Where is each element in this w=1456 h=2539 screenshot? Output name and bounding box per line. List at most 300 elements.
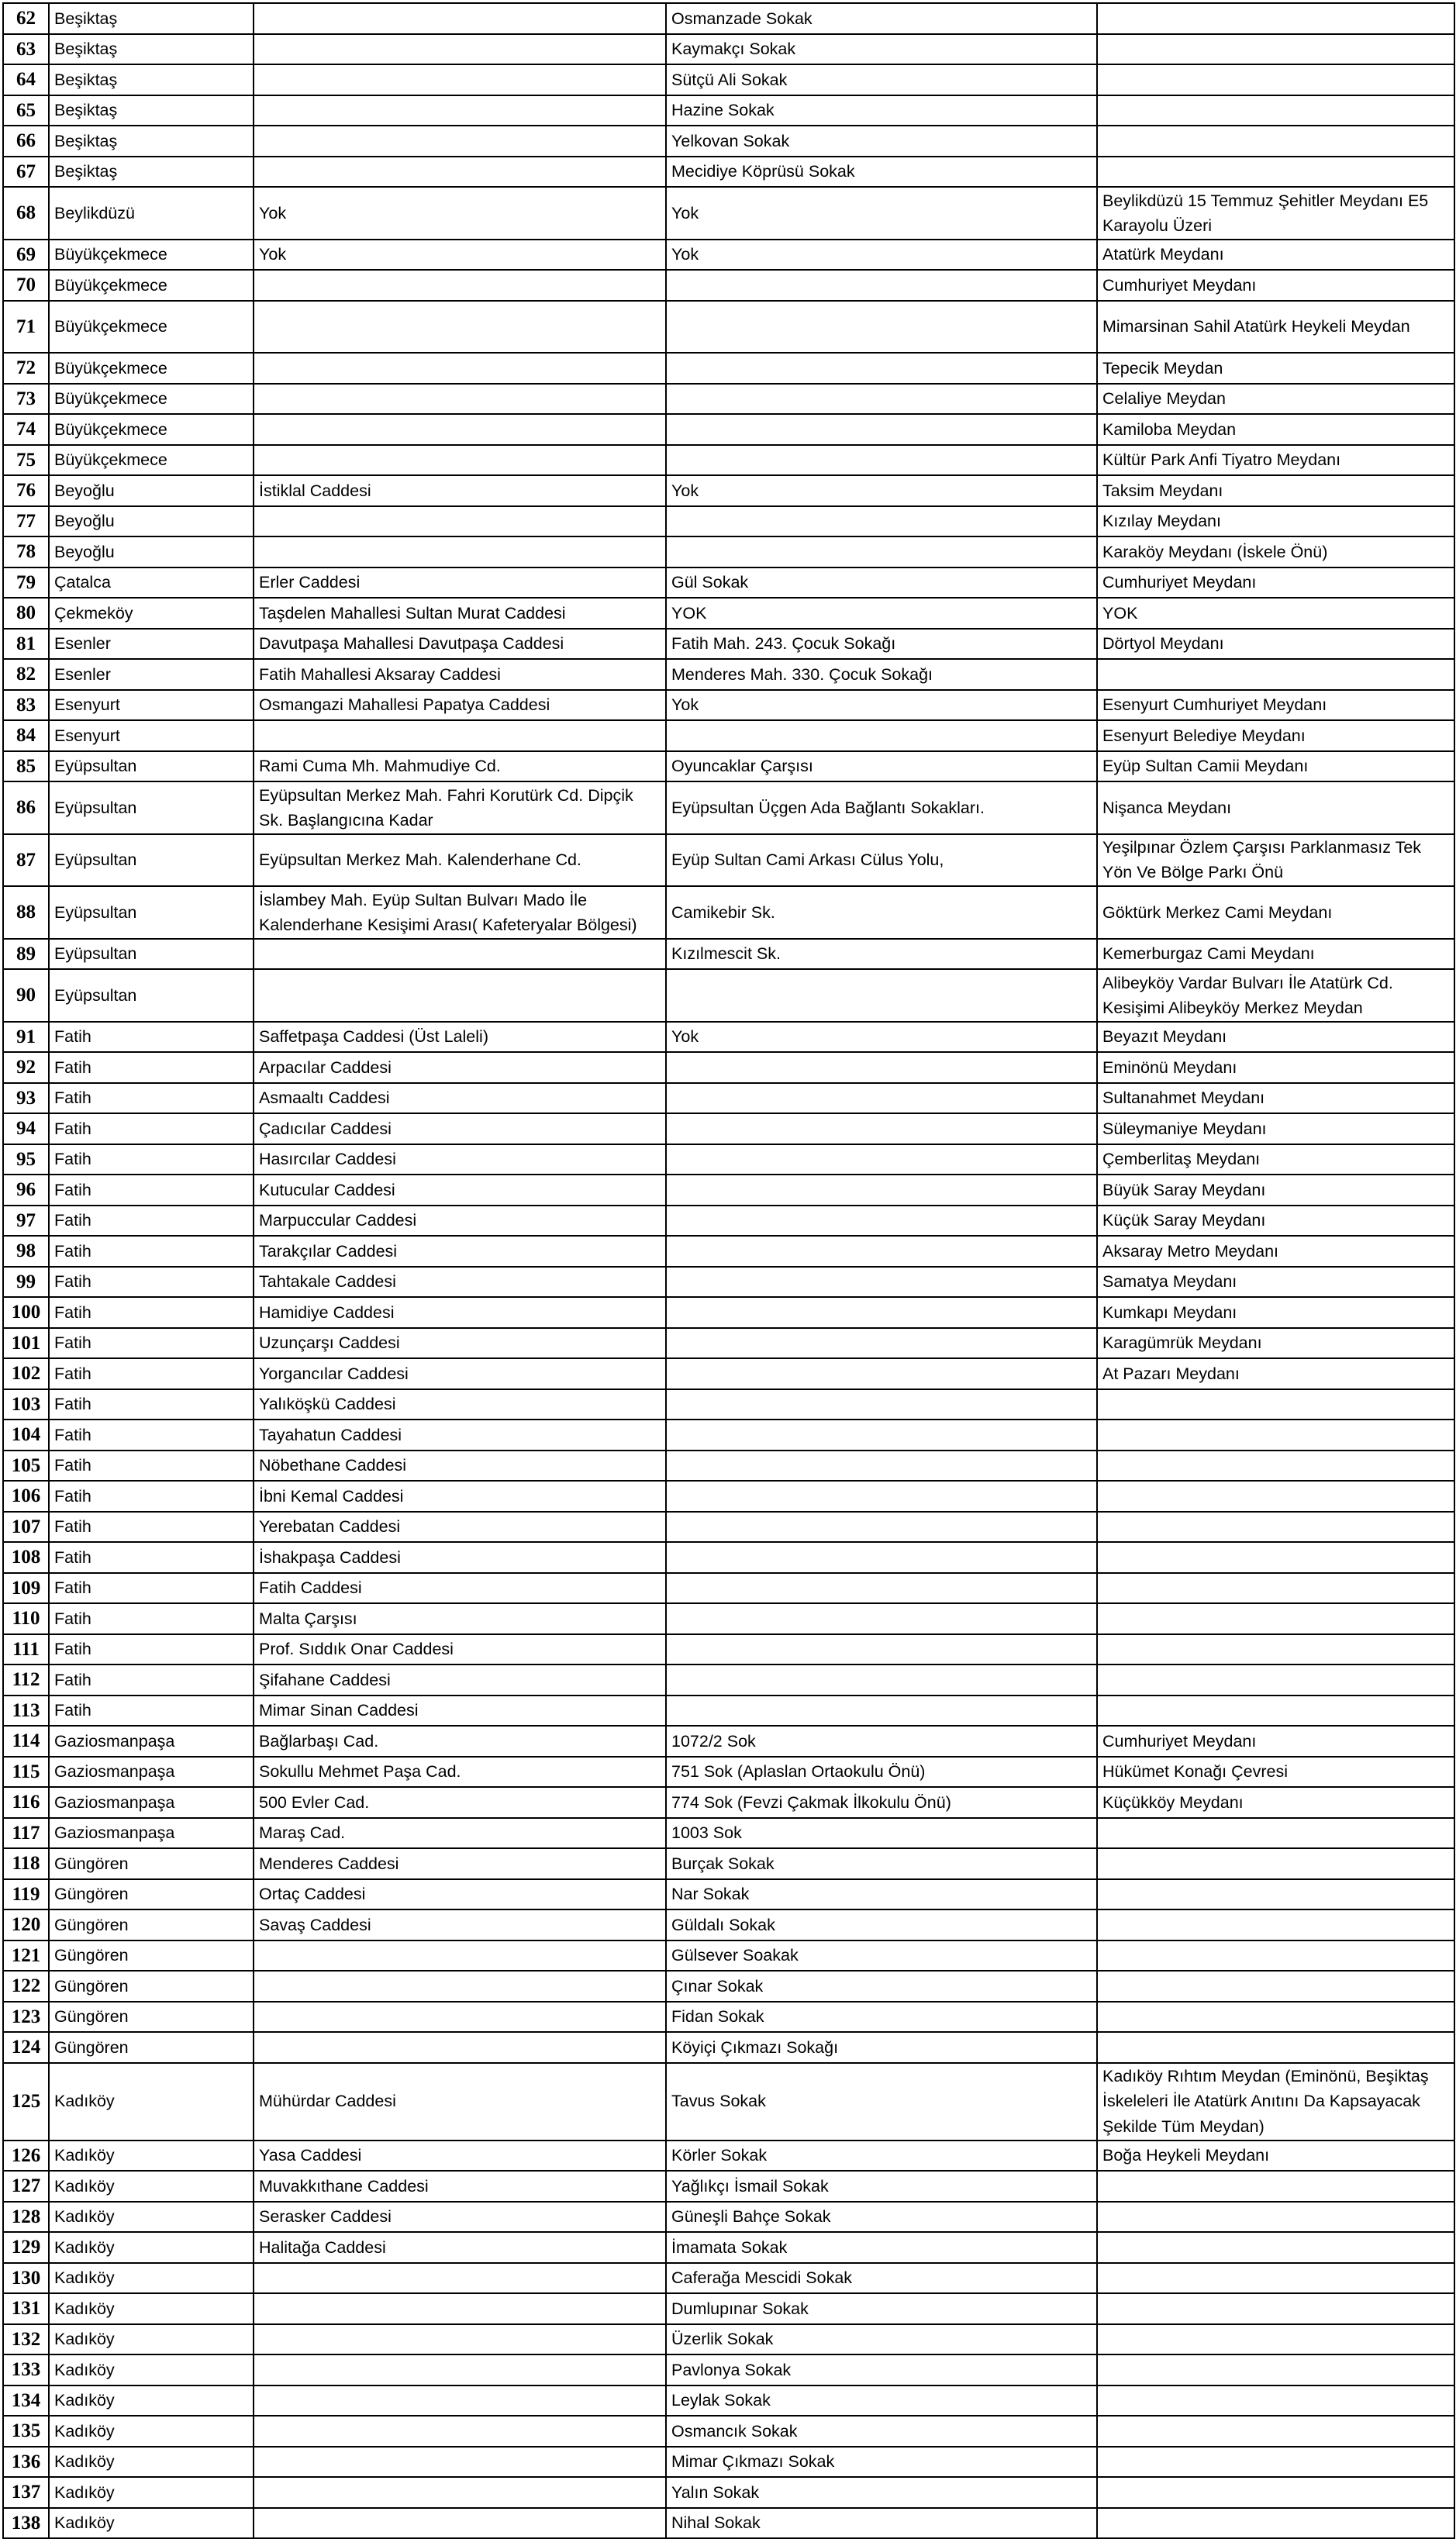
row-number: 80 [3, 598, 49, 629]
district-cell: Fatih [49, 1512, 254, 1543]
square-cell: Çemberlitaş Meydanı [1097, 1144, 1454, 1175]
table-row [3, 445, 1454, 476]
street-cell: Uzunçarşı Caddesi [254, 1328, 666, 1359]
row-number: 109 [3, 1573, 49, 1604]
row-number: 129 [3, 2232, 49, 2263]
square-cell: Yeşilpınar Özlem Çarşısı Parklanmasız Tek Yön Ve Bölge Parkı Önü [1097, 834, 1454, 887]
square-cell: Mimarsinan Sahil Atatürk Heykeli Meydan [1097, 301, 1454, 354]
street-cell: Çadıcılar Caddesi [254, 1113, 666, 1144]
table-row [3, 384, 1454, 415]
table-row [3, 1757, 1454, 1788]
sokak-cell: Yalın Sokak [666, 2477, 1097, 2508]
square-cell: Eminönü Meydanı [1097, 1052, 1454, 1083]
street-cell [254, 720, 666, 751]
square-cell [1097, 1451, 1454, 1482]
sokak-cell: Yok [666, 187, 1097, 240]
district-cell: Kadıköy [49, 2063, 254, 2141]
street-cell: İstiklal Caddesi [254, 475, 666, 506]
row-number: 97 [3, 1206, 49, 1237]
table-row [3, 1542, 1454, 1573]
row-number: 122 [3, 1971, 49, 2002]
table-row [3, 34, 1454, 65]
square-cell [1097, 2477, 1454, 2508]
street-cell: Fatih Mahallesi Aksaray Caddesi [254, 659, 666, 690]
square-cell [1097, 1542, 1454, 1573]
table-row [3, 781, 1454, 834]
district-cell: Beylikdüzü [49, 187, 254, 240]
district-cell: Çatalca [49, 567, 254, 599]
row-number: 81 [3, 629, 49, 660]
table-row [3, 187, 1454, 240]
sokak-cell [666, 536, 1097, 567]
sokak-cell [666, 1144, 1097, 1175]
table-row [3, 1267, 1454, 1298]
district-cell: Kadıköy [49, 2324, 254, 2355]
district-cell: Gaziosmanpaşa [49, 1818, 254, 1849]
street-cell: Asmaaltı Caddesi [254, 1083, 666, 1114]
square-cell: Esenyurt Cumhuriyet Meydanı [1097, 690, 1454, 721]
row-number: 84 [3, 720, 49, 751]
street-cell [254, 2416, 666, 2447]
street-cell: İslambey Mah. Eyüp Sultan Bulvarı Mado İle Kalenderhane Kesişimi Arası( Kafeteryalar Bölgesi) [254, 886, 666, 939]
table-row [3, 2232, 1454, 2263]
square-cell: Tepecik Meydan [1097, 353, 1454, 384]
street-cell: Hamidiye Caddesi [254, 1297, 666, 1328]
street-cell: Arpacılar Caddesi [254, 1052, 666, 1083]
table-row [3, 126, 1454, 157]
square-cell: Karaköy Meydanı (İskele Önü) [1097, 536, 1454, 567]
district-cell: Fatih [49, 1573, 254, 1604]
sokak-cell: Çınar Sokak [666, 1971, 1097, 2002]
row-number: 127 [3, 2171, 49, 2202]
square-cell [1097, 1603, 1454, 1634]
street-cell: İshakpaşa Caddesi [254, 1542, 666, 1573]
district-cell: Fatih [49, 1144, 254, 1175]
row-number: 83 [3, 690, 49, 721]
row-number: 137 [3, 2477, 49, 2508]
district-cell: Fatih [49, 1267, 254, 1298]
district-cell: Güngören [49, 1879, 254, 1910]
street-cell: Yasa Caddesi [254, 2141, 666, 2172]
sokak-cell: Dumlupınar Sokak [666, 2293, 1097, 2324]
table-row [3, 2385, 1454, 2417]
square-cell: YOK [1097, 598, 1454, 629]
sokak-cell: Körler Sokak [666, 2141, 1097, 2172]
street-cell [254, 2477, 666, 2508]
square-cell [1097, 1909, 1454, 1940]
district-cell: Kadıköy [49, 2508, 254, 2539]
row-number: 106 [3, 1481, 49, 1512]
street-cell: Tarakçılar Caddesi [254, 1236, 666, 1267]
row-number: 115 [3, 1757, 49, 1788]
row-number: 68 [3, 187, 49, 240]
row-number: 73 [3, 384, 49, 415]
district-cell: Eyüpsultan [49, 781, 254, 834]
district-cell: Güngören [49, 2002, 254, 2033]
street-cell [254, 2002, 666, 2033]
sokak-cell [666, 270, 1097, 301]
street-cell [254, 2447, 666, 2478]
street-cell [254, 2385, 666, 2417]
square-cell [1097, 1420, 1454, 1451]
table-row [3, 2354, 1454, 2385]
street-cell: Tahtakale Caddesi [254, 1267, 666, 1298]
district-cell: Fatih [49, 1206, 254, 1237]
street-cell: Mühürdar Caddesi [254, 2063, 666, 2141]
street-cell [254, 2324, 666, 2355]
sokak-cell [666, 506, 1097, 537]
sokak-cell [666, 1267, 1097, 1298]
sokak-cell: Burçak Sokak [666, 1848, 1097, 1879]
table-row [3, 1603, 1454, 1634]
row-number: 117 [3, 1818, 49, 1849]
square-cell [1097, 2171, 1454, 2202]
table-row [3, 1818, 1454, 1849]
row-number: 110 [3, 1603, 49, 1634]
street-cell: Maraş Cad. [254, 1818, 666, 1849]
square-cell: Cumhuriyet Meydanı [1097, 270, 1454, 301]
district-cell: Fatih [49, 1634, 254, 1665]
table-row [3, 939, 1454, 970]
square-cell: Esenyurt Belediye Meydanı [1097, 720, 1454, 751]
district-cell: Kadıköy [49, 2232, 254, 2263]
table-row [3, 301, 1454, 354]
table-row [3, 1909, 1454, 1940]
street-cell: Halitağa Caddesi [254, 2232, 666, 2263]
square-cell [1097, 34, 1454, 65]
sokak-cell [666, 414, 1097, 445]
row-number: 133 [3, 2354, 49, 2385]
sokak-cell: Güldalı Sokak [666, 1909, 1097, 1940]
sokak-cell: Gülsever Soakak [666, 1940, 1097, 1972]
square-cell [1097, 1848, 1454, 1879]
square-cell: Kemerburgaz Cami Meydanı [1097, 939, 1454, 970]
sokak-cell [666, 301, 1097, 354]
sokak-cell: Pavlonya Sokak [666, 2354, 1097, 2385]
row-number: 123 [3, 2002, 49, 2033]
table-row [3, 2324, 1454, 2355]
row-number: 136 [3, 2447, 49, 2478]
table-row [3, 506, 1454, 537]
district-cell: Kadıköy [49, 2293, 254, 2324]
street-cell: Osmangazi Mahallesi Papatya Caddesi [254, 690, 666, 721]
square-cell [1097, 1971, 1454, 2002]
sokak-cell [666, 720, 1097, 751]
street-cell: Marpuccular Caddesi [254, 1206, 666, 1237]
district-cell: Beşiktaş [49, 126, 254, 157]
district-cell: Fatih [49, 1603, 254, 1634]
sokak-cell: Tavus Sokak [666, 2063, 1097, 2141]
row-number: 89 [3, 939, 49, 970]
table-row [3, 1971, 1454, 2002]
district-cell: Kadıköy [49, 2447, 254, 2478]
square-cell: Eyüp Sultan Camii Meydanı [1097, 751, 1454, 782]
street-cell: Rami Cuma Mh. Mahmudiye Cd. [254, 751, 666, 782]
sokak-cell [666, 1328, 1097, 1359]
row-number: 92 [3, 1052, 49, 1083]
sokak-cell [666, 1206, 1097, 1237]
street-cell [254, 1971, 666, 2002]
street-cell: Tayahatun Caddesi [254, 1420, 666, 1451]
sokak-cell: Kaymakçı Sokak [666, 34, 1097, 65]
row-number: 76 [3, 475, 49, 506]
table-row [3, 2032, 1454, 2063]
sokak-cell: Eyüp Sultan Cami Arkası Cülus Yolu, [666, 834, 1097, 887]
row-number: 113 [3, 1696, 49, 1727]
square-cell [1097, 2508, 1454, 2539]
sokak-cell [666, 969, 1097, 1022]
street-cell: Davutpaşa Mahallesi Davutpaşa Caddesi [254, 629, 666, 660]
table-row [3, 1940, 1454, 1972]
square-cell: Boğa Heykeli Meydanı [1097, 2141, 1454, 2172]
table-row [3, 1664, 1454, 1696]
street-cell [254, 3, 666, 34]
district-cell: Fatih [49, 1083, 254, 1114]
row-number: 91 [3, 1022, 49, 1053]
row-number: 96 [3, 1175, 49, 1206]
table-row [3, 751, 1454, 782]
street-cell [254, 414, 666, 445]
street-cell [254, 384, 666, 415]
row-number: 90 [3, 969, 49, 1022]
square-cell: Atatürk Meydanı [1097, 240, 1454, 271]
sokak-cell [666, 1389, 1097, 1420]
table-row [3, 1696, 1454, 1727]
district-cell: Büyükçekmece [49, 353, 254, 384]
street-cell: Menderes Caddesi [254, 1848, 666, 1879]
square-cell: Süleymaniye Meydanı [1097, 1113, 1454, 1144]
district-cell: Gaziosmanpaşa [49, 1726, 254, 1757]
table-row [3, 536, 1454, 567]
street-cell [254, 157, 666, 188]
row-number: 74 [3, 414, 49, 445]
district-cell: Fatih [49, 1297, 254, 1328]
sokak-cell: Nihal Sokak [666, 2508, 1097, 2539]
row-number: 108 [3, 1542, 49, 1573]
row-number: 111 [3, 1634, 49, 1665]
street-cell [254, 270, 666, 301]
row-number: 125 [3, 2063, 49, 2141]
row-number: 62 [3, 3, 49, 34]
street-cell: Taşdelen Mahallesi Sultan Murat Caddesi [254, 598, 666, 629]
sokak-cell [666, 384, 1097, 415]
sokak-cell: Kızılmescit Sk. [666, 939, 1097, 970]
square-cell [1097, 2447, 1454, 2478]
square-cell [1097, 64, 1454, 95]
square-cell: Hükümet Konağı Çevresi [1097, 1757, 1454, 1788]
sokak-cell: Fatih Mah. 243. Çocuk Sokağı [666, 629, 1097, 660]
district-cell: Fatih [49, 1328, 254, 1359]
sokak-cell [666, 1512, 1097, 1543]
sokak-cell: YOK [666, 598, 1097, 629]
district-cell: Çekmeköy [49, 598, 254, 629]
table-row [3, 2141, 1454, 2172]
table-row [3, 2508, 1454, 2539]
square-cell [1097, 3, 1454, 34]
street-cell: Serasker Caddesi [254, 2202, 666, 2233]
table-row [3, 1879, 1454, 1910]
sokak-cell: Osmancık Sokak [666, 2416, 1097, 2447]
row-number: 104 [3, 1420, 49, 1451]
table-row [3, 2202, 1454, 2233]
district-cell: Güngören [49, 1940, 254, 1972]
square-cell: Taksim Meydanı [1097, 475, 1454, 506]
row-number: 119 [3, 1879, 49, 1910]
district-cell: Büyükçekmece [49, 414, 254, 445]
table-row [3, 1144, 1454, 1175]
square-cell [1097, 1481, 1454, 1512]
street-cell: Saffetpaşa Caddesi (Üst Laleli) [254, 1022, 666, 1053]
table-row [3, 1848, 1454, 1879]
row-number: 101 [3, 1328, 49, 1359]
street-cell: Yok [254, 240, 666, 271]
sokak-cell: Leylak Sokak [666, 2385, 1097, 2417]
row-number: 72 [3, 353, 49, 384]
sokak-cell: 1072/2 Sok [666, 1726, 1097, 1757]
district-cell: Kadıköy [49, 2416, 254, 2447]
table-row [3, 1297, 1454, 1328]
sokak-cell: Camikebir Sk. [666, 886, 1097, 939]
district-cell: Esenler [49, 659, 254, 690]
street-cell: Fatih Caddesi [254, 1573, 666, 1604]
square-cell [1097, 2324, 1454, 2355]
row-number: 131 [3, 2293, 49, 2324]
table-row [3, 1420, 1454, 1451]
district-cell: Büyükçekmece [49, 270, 254, 301]
sokak-cell [666, 1052, 1097, 1083]
sokak-cell: Yok [666, 475, 1097, 506]
street-cell: Erler Caddesi [254, 567, 666, 599]
row-number: 98 [3, 1236, 49, 1267]
table-row [3, 1022, 1454, 1053]
street-cell: Yerebatan Caddesi [254, 1512, 666, 1543]
street-cell [254, 64, 666, 95]
street-cell: Muvakkıthane Caddesi [254, 2171, 666, 2202]
table-row [3, 2416, 1454, 2447]
street-cell: Sokullu Mehmet Paşa Cad. [254, 1757, 666, 1788]
table-row [3, 157, 1454, 188]
square-cell [1097, 659, 1454, 690]
row-number: 130 [3, 2263, 49, 2294]
row-number: 65 [3, 95, 49, 126]
district-cell: Kadıköy [49, 2171, 254, 2202]
row-number: 82 [3, 659, 49, 690]
table-row [3, 475, 1454, 506]
table-row [3, 690, 1454, 721]
district-cell: Fatih [49, 1664, 254, 1696]
row-number: 126 [3, 2141, 49, 2172]
sokak-cell [666, 1634, 1097, 1665]
square-cell: Cumhuriyet Meydanı [1097, 567, 1454, 599]
row-number: 87 [3, 834, 49, 887]
district-cell: Beşiktaş [49, 157, 254, 188]
district-cell: Fatih [49, 1022, 254, 1053]
sokak-cell [666, 1083, 1097, 1114]
square-cell [1097, 2385, 1454, 2417]
street-cell [254, 969, 666, 1022]
district-cell: Eyüpsultan [49, 751, 254, 782]
district-cell: Büyükçekmece [49, 301, 254, 354]
square-cell: Kültür Park Anfi Tiyatro Meydanı [1097, 445, 1454, 476]
street-cell [254, 353, 666, 384]
street-cell: Mimar Sinan Caddesi [254, 1696, 666, 1727]
square-cell [1097, 2416, 1454, 2447]
district-cell: Büyükçekmece [49, 240, 254, 271]
street-cell [254, 2508, 666, 2539]
street-cell: Nöbethane Caddesi [254, 1451, 666, 1482]
street-cell [254, 34, 666, 65]
district-cell: Beşiktaş [49, 34, 254, 65]
sokak-cell: Menderes Mah. 330. Çocuk Sokağı [666, 659, 1097, 690]
table-row [3, 2477, 1454, 2508]
street-cell: Malta Çarşısı [254, 1603, 666, 1634]
district-cell: Beyoğlu [49, 536, 254, 567]
table-row [3, 1726, 1454, 1757]
district-cell: Kadıköy [49, 2263, 254, 2294]
table-row [3, 1236, 1454, 1267]
sokak-cell: Güneşli Bahçe Sokak [666, 2202, 1097, 2233]
square-cell: At Pazarı Meydanı [1097, 1358, 1454, 1389]
table-row [3, 567, 1454, 599]
table-row [3, 1113, 1454, 1144]
row-number: 85 [3, 751, 49, 782]
square-cell: Alibeyköy Vardar Bulvarı İle Atatürk Cd. Kesişimi Alibeyköy Merkez Meydan [1097, 969, 1454, 1022]
district-cell: Fatih [49, 1696, 254, 1727]
square-cell [1097, 1879, 1454, 1910]
square-cell [1097, 157, 1454, 188]
table-row [3, 1206, 1454, 1237]
sokak-cell: Üzerlik Sokak [666, 2324, 1097, 2355]
row-number: 79 [3, 567, 49, 599]
street-cell: Eyüpsultan Merkez Mah. Kalenderhane Cd. [254, 834, 666, 887]
sokak-cell: Yok [666, 690, 1097, 721]
row-number: 105 [3, 1451, 49, 1482]
district-cell: Eyüpsultan [49, 886, 254, 939]
street-cell [254, 126, 666, 157]
square-cell: Küçük Saray Meydanı [1097, 1206, 1454, 1237]
street-cell: İbni Kemal Caddesi [254, 1481, 666, 1512]
sokak-cell: Mecidiye Köprüsü Sokak [666, 157, 1097, 188]
table-row [3, 1634, 1454, 1665]
table-row [3, 1358, 1454, 1389]
sokak-cell: Osmanzade Sokak [666, 3, 1097, 34]
street-cell [254, 2293, 666, 2324]
table-row [3, 1175, 1454, 1206]
square-cell: Kumkapı Meydanı [1097, 1297, 1454, 1328]
row-number: 112 [3, 1664, 49, 1696]
street-cell [254, 536, 666, 567]
row-number: 71 [3, 301, 49, 354]
row-number: 102 [3, 1358, 49, 1389]
row-number: 94 [3, 1113, 49, 1144]
table-row [3, 1481, 1454, 1512]
district-cell: Esenyurt [49, 690, 254, 721]
sokak-cell [666, 1113, 1097, 1144]
square-cell [1097, 1389, 1454, 1420]
street-cell [254, 939, 666, 970]
street-cell: Yok [254, 187, 666, 240]
sokak-cell [666, 1420, 1097, 1451]
row-number: 77 [3, 506, 49, 537]
table-row [3, 270, 1454, 301]
district-cell: Gaziosmanpaşa [49, 1787, 254, 1818]
district-cell: Büyükçekmece [49, 445, 254, 476]
document-table [2, 2, 1455, 2539]
district-cell: Eyüpsultan [49, 834, 254, 887]
square-cell [1097, 95, 1454, 126]
row-number: 70 [3, 270, 49, 301]
row-number: 67 [3, 157, 49, 188]
